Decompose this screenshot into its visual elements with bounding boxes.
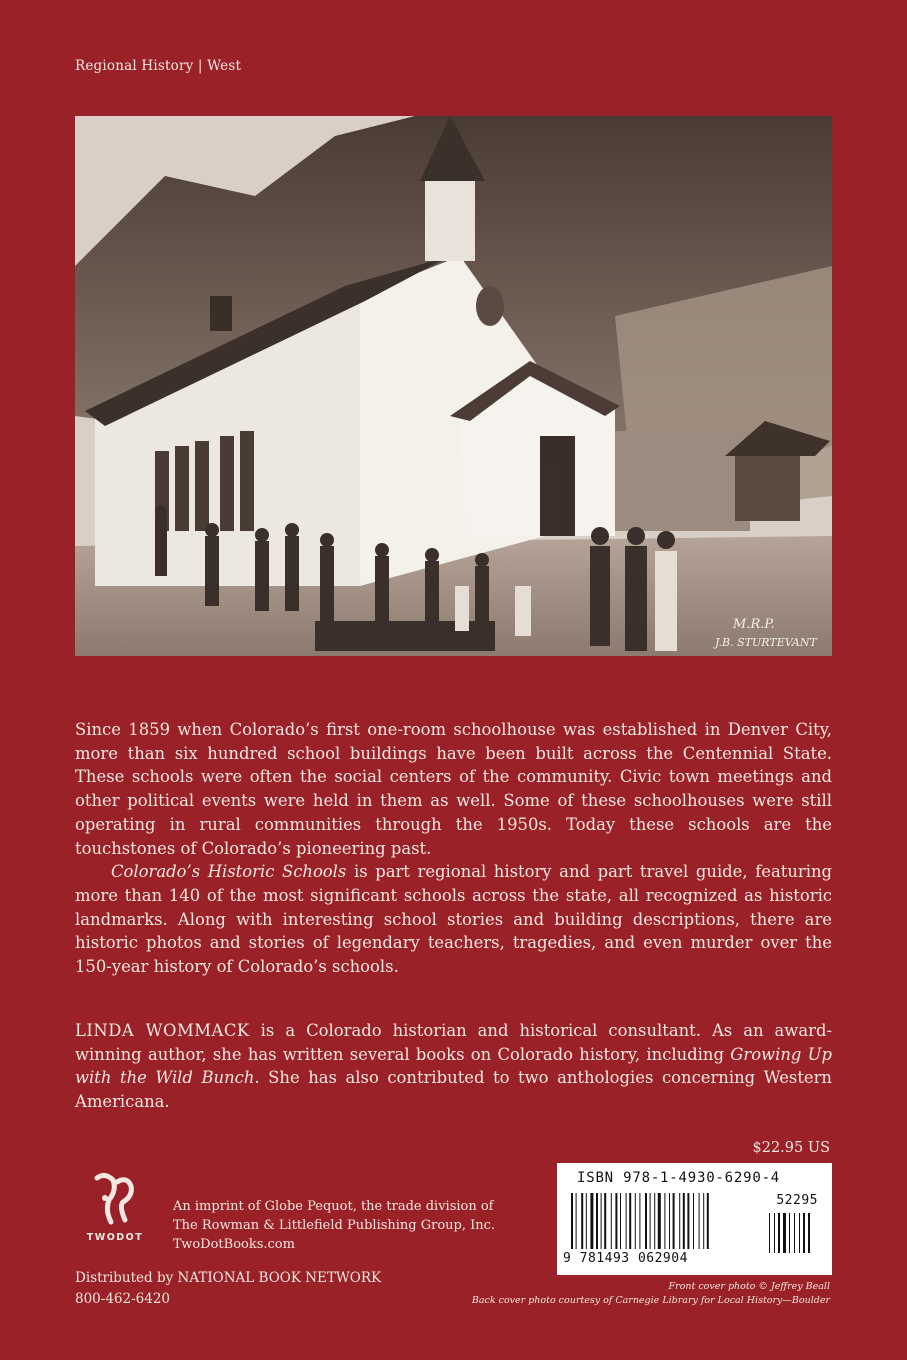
addon-bar — [774, 1213, 775, 1253]
author-name: LINDA WOMMACK — [75, 1021, 250, 1040]
barcode-bar — [596, 1193, 598, 1249]
addon-bar — [808, 1213, 810, 1253]
addon-bar — [778, 1213, 780, 1253]
addon-bar — [783, 1213, 786, 1253]
addon-bar — [789, 1213, 790, 1253]
barcode-bar — [664, 1193, 665, 1249]
distributor-line: Distributed by NATIONAL BOOK NETWORK — [75, 1270, 382, 1286]
barcode-bar — [601, 1193, 602, 1249]
isbn-barcode — [557, 1163, 832, 1275]
description-paragraph-2-text: is part regional history and part travel guide, featuring more than 140 of the most significant schools across the state, all recognized as historic landmarks. Along with interesting school stories and building descriptions, there are historic photos and stories of legendary teachers, tragedies, and even murder over the 150-year history of Colorado’s schools. — [75, 862, 832, 977]
schoolhouse-photo — [75, 116, 832, 656]
barcode-bar — [586, 1193, 587, 1249]
publisher-imprint — [173, 1197, 495, 1254]
addon-bar — [803, 1213, 805, 1253]
barcode-bar — [654, 1193, 655, 1249]
price-code: 52295 — [776, 1193, 818, 1208]
barcode-bar — [645, 1193, 647, 1249]
barcode-bar — [611, 1193, 612, 1249]
barcode-bar — [629, 1193, 631, 1249]
barcode-bar — [707, 1193, 709, 1249]
twodot-logo — [75, 1170, 155, 1250]
twodot-logo-icon — [75, 1170, 155, 1230]
barcode-bar — [590, 1193, 593, 1249]
description-paragraph-1: Since 1859 when Colorado’s first one-room schoolhouse was established in Denver City, more than six hundred school buildings have been built across the Centennial State. These schools were often the social centers of the community. Civic town meetings and other political events were held in them as well. Some of these schoolhouses were still operating in rural communities through the 1950s. Today these schools are the touchstones of Colorado’s pioneering past. — [75, 720, 832, 858]
book-title: Colorado’s Historic Schools — [111, 862, 347, 882]
imprint-line-1: An imprint of Globe Pequot, the trade division of — [173, 1199, 494, 1214]
front-cover-credit: Front cover photo © Jeffrey Beall — [668, 1281, 830, 1292]
barcode-bar — [687, 1193, 689, 1249]
addon-bar — [799, 1213, 800, 1253]
description-paragraph-2 — [75, 860, 832, 979]
barcode-bar — [639, 1193, 640, 1249]
barcode-bar — [658, 1193, 661, 1249]
barcode-bar — [576, 1193, 577, 1249]
logo-wordmark: TWODOT — [86, 1232, 144, 1243]
barcode-bar — [626, 1193, 627, 1249]
barcode-bar — [679, 1193, 680, 1249]
category-label: Regional History | West — [75, 58, 242, 74]
barcode-bar — [683, 1193, 685, 1249]
barcode-bar — [620, 1193, 621, 1249]
publisher-website: TwoDotBooks.com — [173, 1237, 295, 1252]
addon-bar — [794, 1213, 795, 1253]
photo-inscription-bottom: J.B. STURTEVANT — [715, 636, 817, 649]
barcode-bar — [699, 1193, 700, 1249]
barcode-bar — [604, 1193, 606, 1249]
barcode-bar — [615, 1193, 617, 1249]
barcode-bar — [581, 1193, 583, 1249]
book-description — [75, 718, 832, 979]
barcode-bar — [650, 1193, 651, 1249]
barcode-bar — [635, 1193, 636, 1249]
photo-credits — [472, 1280, 830, 1308]
ean-number: 9 781493 062904 — [563, 1251, 688, 1266]
author-bio-text-1: is a Colorado historian and historical consultant. As an award-winning author, she has written several books on Colorado history, including — [75, 1021, 832, 1064]
distributor-phone: 800-462-6420 — [75, 1291, 171, 1307]
barcode-bar — [571, 1193, 573, 1249]
imprint-line-2: The Rowman & Littlefield Publishing Group, Inc. — [173, 1218, 496, 1233]
barcode-bar — [673, 1193, 675, 1249]
barcode-bar — [669, 1193, 670, 1249]
other-book-title: Growing Up with the Wild Bunch — [75, 1044, 832, 1088]
photo-inscription-top: M.R.P. — [733, 617, 775, 632]
distributor-info — [75, 1268, 381, 1310]
barcode-bar — [693, 1193, 694, 1249]
back-cover-credit: Back cover photo courtesy of Carnegie Library for Local History—Boulder — [471, 1295, 830, 1306]
isbn-number: ISBN 978-1-4930-6290-4 — [577, 1170, 781, 1186]
author-bio-text-2: . She has also contributed to two anthologies concerning Western Americana. — [75, 1068, 832, 1112]
barcode-bar — [703, 1193, 704, 1249]
author-bio — [75, 1019, 832, 1114]
price-label: $22.95 US — [752, 1140, 830, 1156]
addon-bar — [769, 1213, 770, 1253]
